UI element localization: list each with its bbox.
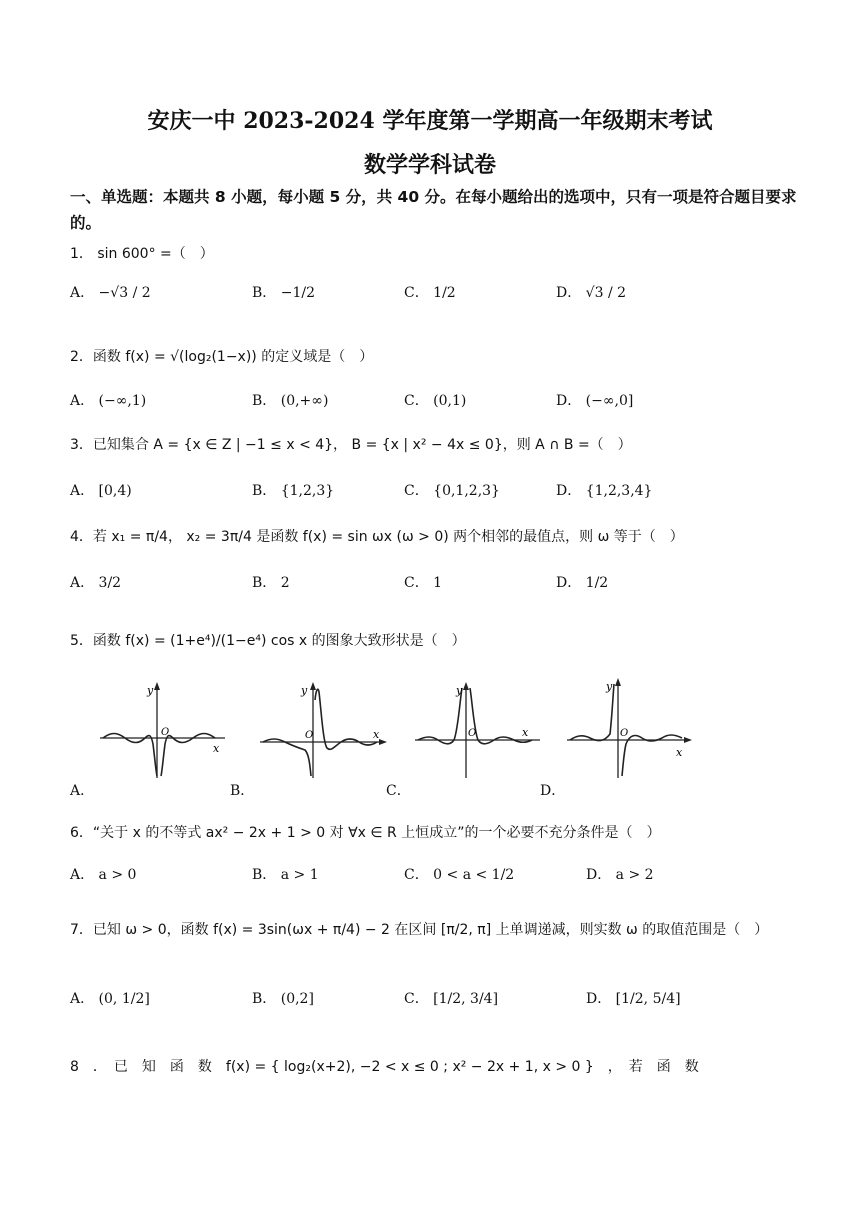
q1-option-a: A． −√3 / 2	[70, 285, 151, 301]
q5b-x-label: x	[373, 728, 380, 741]
q5c-y-label: y	[456, 684, 463, 697]
q5d-y-label: y	[606, 680, 613, 693]
question-1-stem: 1． sin 600° =（ ）	[70, 246, 214, 262]
question-8-stem: 8 ． 已 知 函 数 f(x) = { log₂(x+2), −2 < x ≤ 0 ; x² − 2x + 1, x > 0 } ， 若 函 数	[70, 1059, 699, 1075]
q5c-origin-label: O	[468, 728, 477, 739]
q7-option-b: B． (0,2]	[252, 991, 314, 1007]
q5-option-b: B．	[230, 783, 255, 799]
q5b-origin-label: O	[305, 730, 314, 741]
question-7-stem: 7．已知 ω > 0，函数 f(x) = 3sin(ωx + π/4) − 2 在区间 [π/2, π] 上单调递减，则实数 ω 的取值范围是（ ）	[70, 922, 769, 938]
q4-option-d: D． 1/2	[556, 575, 609, 591]
q6-option-a: A． a > 0	[70, 867, 137, 883]
section-heading: 一、单选题：本题共 8 小题，每小题 5 分，共 40 分。在每小题给出的选项中，只有一项是符合题目要求的。	[70, 188, 797, 232]
q5c-x-label: x	[522, 726, 529, 739]
q6-option-b: B． a > 1	[252, 867, 319, 883]
q1-option-b: B． −1/2	[252, 285, 315, 301]
q5b-y-label: y	[301, 684, 308, 697]
q2-option-b: B． (0,+∞)	[252, 393, 329, 409]
question-5-stem: 5．函数 f(x) = (1+e⁴)/(1−e⁴) cos x 的图象大致形状是（ ）	[70, 633, 466, 649]
q5-option-c: C．	[386, 783, 411, 799]
question-3-stem: 3．已知集合 A = {x ∈ Z | −1 ≤ x < 4}， B = {x | x² − 4x ≤ 0}，则 A ∩ B =（ ）	[70, 437, 632, 453]
q4-option-a: A． 3/2	[70, 575, 122, 591]
q5d-x-label: x	[676, 746, 683, 759]
q2-option-a: A． (−∞,1)	[70, 393, 147, 409]
q3-option-d: D． {1,2,3,4}	[556, 483, 653, 499]
q5a-x-label: x	[213, 742, 220, 755]
q3-option-b: B． {1,2,3}	[252, 483, 335, 499]
question-4-stem: 4．若 x₁ = π/4， x₂ = 3π/4 是函数 f(x) = sin ωx (ω > 0) 两个相邻的最值点，则 ω 等于（ ）	[70, 529, 684, 545]
exam-subtitle: 数学学科试卷	[363, 152, 496, 178]
question-6-stem: 6．“关于 x 的不等式 ax² − 2x + 1 > 0 对 ∀x ∈ R 上恒成立”的一个必要不充分条件是（ ）	[70, 825, 661, 841]
q1-option-d: D． √3 / 2	[556, 285, 627, 301]
q3-option-c: C． {0,1,2,3}	[404, 483, 500, 499]
exam-title: 安庆一中 2023-2024 学年度第一学期高一年级期末考试	[147, 108, 713, 134]
q1-option-c: C． 1/2	[404, 285, 456, 301]
q5a-y-label: y	[147, 684, 154, 697]
q7-option-c: C． [1/2, 3/4]	[404, 991, 499, 1007]
q5-graph-a	[95, 680, 230, 780]
q5a-origin-label: O	[161, 727, 170, 738]
question-2-stem: 2．函数 f(x) = √(log₂(1−x)) 的定义域是（ ）	[70, 349, 374, 365]
q2-option-d: D． (−∞,0]	[556, 393, 634, 409]
q5-option-d: D．	[540, 783, 566, 799]
q5d-origin-label: O	[620, 728, 629, 739]
q3-option-a: A． [0,4)	[70, 483, 132, 499]
q2-option-c: C． (0,1)	[404, 393, 467, 409]
q4-option-b: B． 2	[252, 575, 290, 591]
q5-graph-b	[255, 680, 390, 780]
q5-graph-d	[562, 676, 697, 780]
q5-option-a: A．	[70, 783, 95, 799]
q7-option-d: D． [1/2, 5/4]	[586, 991, 681, 1007]
q6-option-d: D． a > 2	[586, 867, 654, 883]
q6-option-c: C． 0 < a < 1/2	[404, 867, 515, 883]
q4-option-c: C． 1	[404, 575, 443, 591]
q5-graph-c	[410, 680, 545, 780]
q7-option-a: A． (0, 1/2]	[70, 991, 150, 1007]
